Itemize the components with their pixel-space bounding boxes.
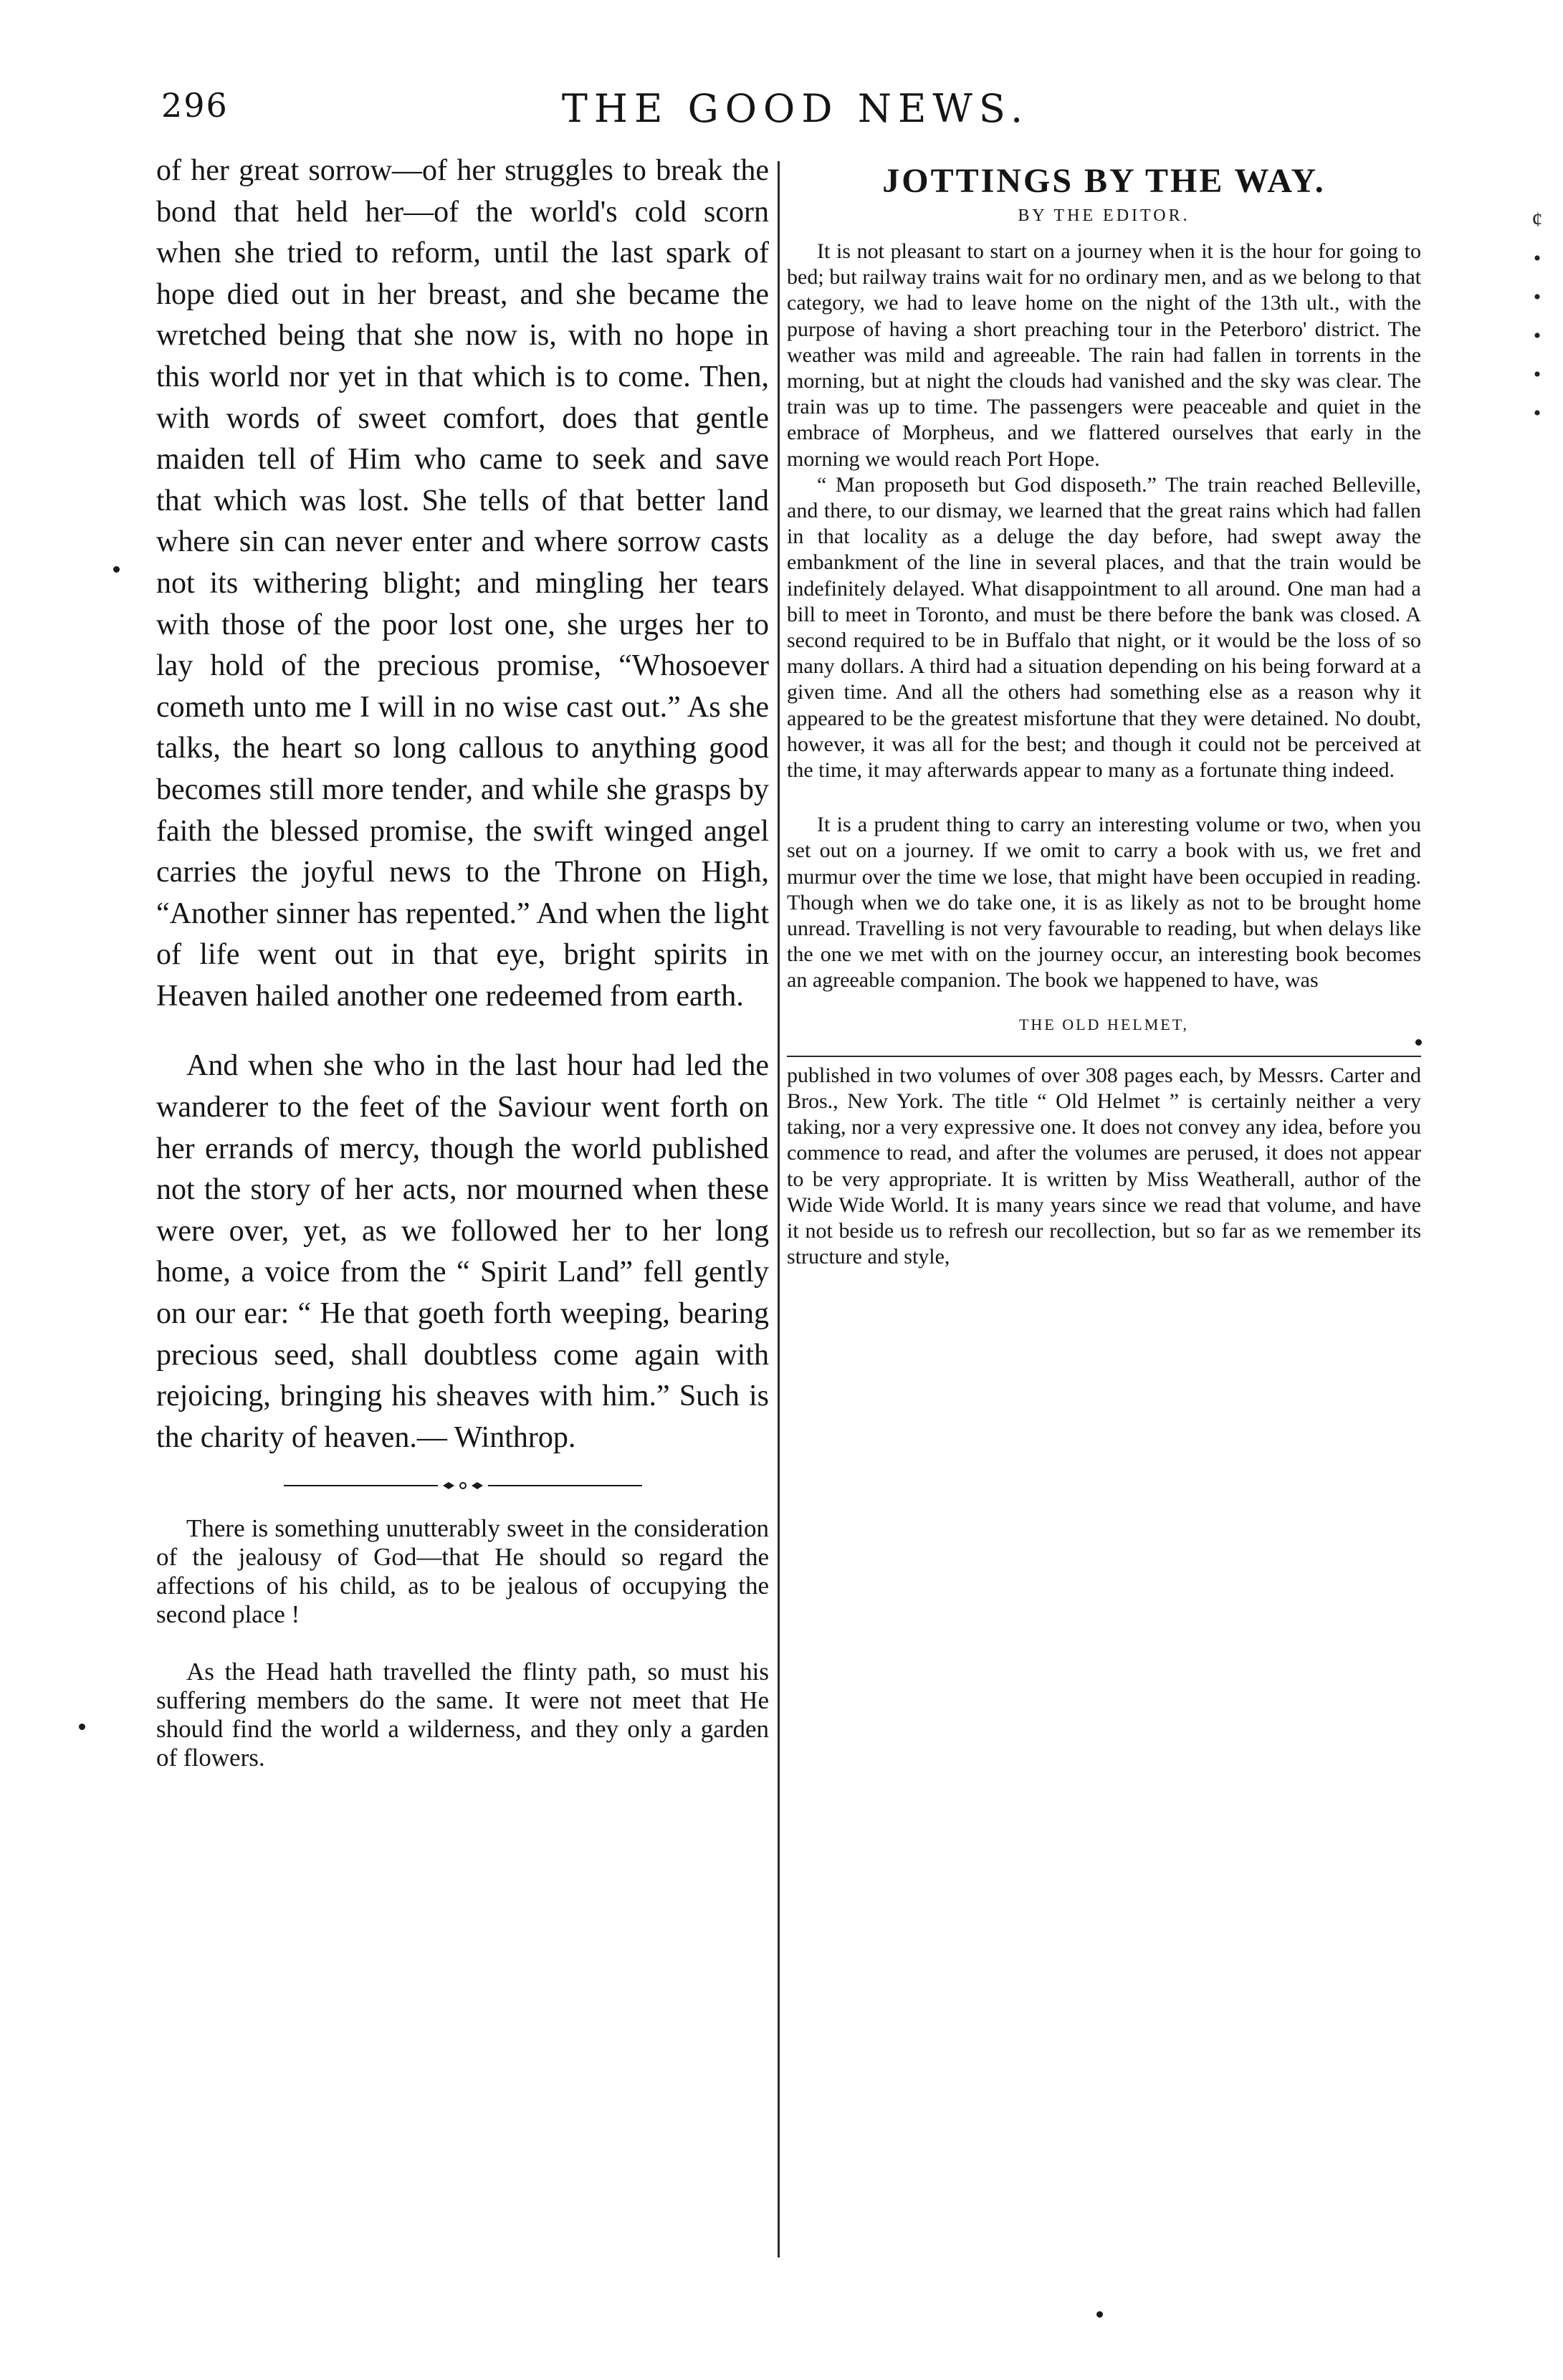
left-column bbox=[156, 150, 769, 1772]
margin-dot bbox=[113, 566, 120, 573]
delay-paragraph: “ Man proposeth but God disposeth.” The train reached Belleville, and there, to our dismay, we learned that the great rains which had fallen in that locality as a deluge the day before, had swept away the embankment of the line in several places, and that the train would be indefinitely delayed. What disappointment to all around. One man had a bill to meet in Toronto, and must be there before the bank was closed. A second required to be in Buffalo that night, or it would be the loss of so many dollars. A third had a situation depending on his being forward at a given time. And all the others had something else as a reason why it appeared to be the greatest misfortune that they were detained. No doubt, however, it was all for the best; and though it could not be perceived at the time, it may afterwards appear to many as a fortunate thing indeed. bbox=[787, 472, 1421, 783]
article-byline: BY THE EDITOR. bbox=[1018, 206, 1190, 225]
margin-mark: • bbox=[1533, 324, 1542, 348]
article-closing-paragraph: And when she who in the last hour had led the wanderer to the feet of the Saviour went forth on her errands of mercy, though the world published not the story of her acts, nor mourned when these were over, yet, as we followed her to her long home, a voice from the “ Spirit Land” fell gently on our ear: “ He that goeth forth weeping, bearing precious seed, shall doubtless come again with rejoicing, bringing his sheaves with him.” Such is the charity of heaven.— Winthrop. bbox=[156, 1049, 769, 1454]
running-head: THE GOOD NEWS. bbox=[561, 86, 1030, 131]
margin-dot bbox=[1415, 1039, 1422, 1046]
flinty-path-paragraph: As the Head hath travelled the flinty path, so must his suffering members do the same. It were not meet that He should find the world a wilderness, and they only a garden of flowers. bbox=[156, 1658, 769, 1772]
margin-mark: • bbox=[1533, 363, 1542, 386]
margin-mark: ¢ bbox=[1531, 208, 1543, 231]
article-title: JOTTINGS BY THE WAY. bbox=[882, 162, 1326, 200]
margin-marks bbox=[1526, 201, 1548, 433]
margin-dot bbox=[79, 1724, 85, 1730]
section-divider-ornament bbox=[284, 1480, 642, 1491]
column-rule bbox=[778, 161, 780, 2257]
book-review-paragraph: published in two volumes of over 308 pages each, by Messrs. Carter and Bros., New York. The title “ Old Helmet ” is certainly neither a very taking, nor a very expressive one. It does not convey any idea, before you commence to read, and after the volumes are perused, it does not appear to be very appropriate. It is written by Miss Weatherall, author of the Wide Wide World. It is many years since we read that volume, and have it not beside us to refresh our recollection, but so far as we remember its structure and style, bbox=[787, 1063, 1421, 1269]
reading-paragraph: It is a prudent thing to carry an interesting volume or two, when you set out on a journey. If we omit to carry a book with us, we fret and murmur over the time we lose, that might have been occupied in reading. Though when we do take one, it is as likely as not to be brought home unread. Travelling is not very favourable to reading, but when delays like the one we met with on the journey occur, an interesting book becomes an agreeable companion. The book we happened to have, was bbox=[787, 813, 1421, 993]
page-header bbox=[0, 86, 1563, 143]
journey-paragraph: It is not pleasant to start on a journey when it is the hour for going to bed; but railway trains wait for no ordinary men, and as we belong to that category, we had to leave home on the night of the 13th ult., with the purpose of having a short preaching tour in the Peterboro' district. The weather was mild and agreeable. The rain had fallen in torrents in the morning, but at night the clouds had vanished and the sky was clear. The train was up to time. The passengers were peaceable and quiet in the embrace of Morpheus, and we flattered ourselves that early in the morning we would reach Port Hope. bbox=[787, 239, 1421, 471]
book-title: THE OLD HELMET, bbox=[1018, 1015, 1190, 1033]
article-continuation-paragraph: of her great sorrow—of her struggles to break the bond that held her—of the world's cold scorn when she tried to reform, until the last spark of hope died out in her breast, and she became the wretched being that she now is, with no hope in this world nor yet in that which is to come. Then, with words of sweet comfort, does that gentle maiden tell of Him who came to seek and save that which was lost. She tells of that better land where sin can never enter and where sorrow casts not its withering blight; and mingling her tears with those of the poor lost one, she urges her to lay hold of the precious promise, “Whosoever cometh unto me I will in no wise cast out.” As she talks, the heart so long callous to anything good becomes still more tender, and while she grasps by faith the blessed promise, the swift winged angel carries the joyful news to the Throne on High, “Another sinner has repented.” And when the light of life went out in that eye, bright spirits in Heaven hailed another one redeemed from earth. bbox=[156, 154, 769, 1013]
section-rule bbox=[787, 1056, 1421, 1057]
margin-mark: • bbox=[1533, 285, 1542, 309]
margin-dot bbox=[1096, 2311, 1103, 2318]
margin-mark: • bbox=[1533, 247, 1542, 270]
right-column bbox=[787, 161, 1421, 1270]
page-number: 296 bbox=[161, 86, 229, 125]
jealousy-of-god-paragraph: There is something unutterably sweet in the consideration of the jealousy of God—that He should so regard the affections of his child, as to be jealous of occupying the second place ! bbox=[156, 1514, 769, 1629]
margin-mark: • bbox=[1533, 401, 1542, 425]
